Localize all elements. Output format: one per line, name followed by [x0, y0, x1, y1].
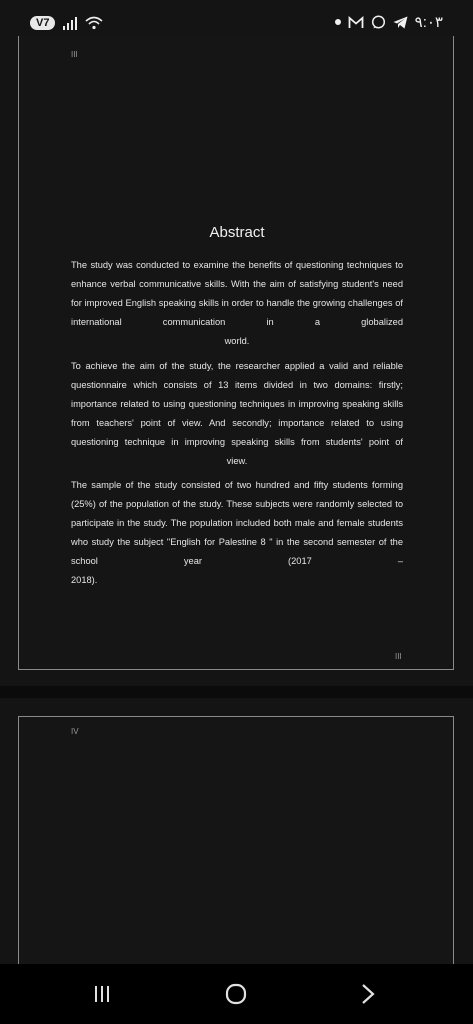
paragraph-body: The study was conducted to examine the benefits of questioning techniques to enhance verbal communicative skills. With the aim of satisfying student's need for improved English speaking skills in order to handle the growing challenges of international communication in a globalized	[71, 260, 403, 327]
gmail-icon	[348, 16, 364, 29]
document-page-2[interactable]	[18, 716, 454, 976]
abstract-paragraph-3	[71, 476, 403, 590]
back-icon	[358, 983, 378, 1005]
paragraph-end: view.	[226, 456, 248, 466]
signal-icon	[63, 17, 77, 30]
navigation-bar	[0, 964, 473, 1024]
paragraph-end: 2018).	[71, 575, 98, 585]
status-left	[30, 16, 103, 30]
abstract-heading: Abstract	[209, 224, 265, 241]
network-badge: V7	[30, 16, 55, 30]
paragraph-body: The sample of the study consisted of two hundred and fifty students forming (25%) of the population of the study. These subjects were randomly selected to participate in the study. The population included both male and female students who study the subject "English for Palestine 8 " in the second semester of the school year (2017 –	[71, 480, 403, 566]
paragraph-end: world.	[224, 336, 250, 346]
home-button[interactable]	[216, 978, 256, 1010]
home-icon	[224, 982, 248, 1006]
notification-dot-icon	[335, 19, 341, 25]
telegram-icon	[393, 16, 408, 29]
document-page-1[interactable]	[18, 36, 454, 670]
back-button[interactable]	[350, 978, 386, 1010]
recents-icon	[92, 984, 112, 1004]
abstract-paragraph-1	[71, 256, 403, 351]
page-separator	[0, 686, 473, 698]
paragraph-body: To achieve the aim of the study, the researcher applied a valid and reliable questionnaire which consists of 13 items divided in two domains: firstly; importance related to using questioning techniques in improving speaking skills from teachers' point of view. And secondly; importance related to using questioning technique in improving speaking skills from students' point of	[71, 361, 403, 447]
page-number-top: III	[71, 50, 78, 59]
whatsapp-icon	[371, 15, 386, 30]
abstract-paragraph-2	[71, 357, 403, 471]
clock: ٩:٠٣	[414, 14, 443, 31]
status-right	[335, 13, 443, 31]
page-number-bottom: III	[395, 652, 402, 661]
recents-button[interactable]	[84, 978, 120, 1010]
page-number-top: IV	[71, 727, 79, 736]
wifi-icon	[85, 16, 103, 30]
